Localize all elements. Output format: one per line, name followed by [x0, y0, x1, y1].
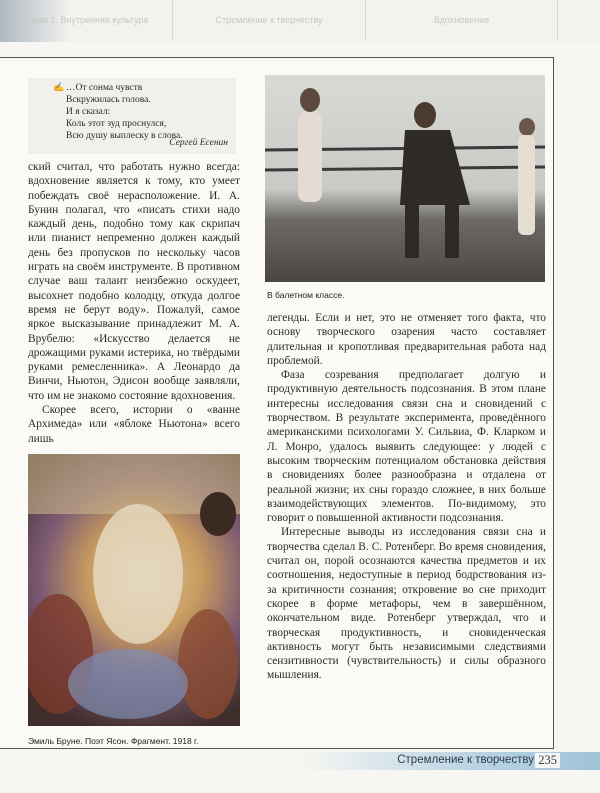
- header-tab-3: Вдохновение: [366, 0, 558, 40]
- epigraph-box: [28, 78, 236, 154]
- ballet-caption: В балетном классе.: [267, 290, 345, 300]
- page-footer: [300, 752, 600, 770]
- running-header: [0, 0, 600, 42]
- right-column-text: [267, 311, 546, 683]
- ballet-photo-illustration: [265, 75, 545, 282]
- paragraph: Фаза созревания предполагает долгую и продуктивную деятельность подсознания. В этом плане интересны исследования связи сна и сновидений с творчеством. В результате эксперимента, проведённого американскими психологами У. Сильвиа, Ф. Кларком и Л. Монро, удалось выявить следующее: у людей с высоким творческим потенциалом обстановка действия в сновидениях более разнообразна и отдалена от реальной жизни; их сны гораздо сложнее, в них больше взаимодействующих элементов. По-видимому, это говорит о повышенной активности подсознания.: [267, 369, 546, 525]
- pen-icon: ✍: [53, 82, 65, 92]
- epigraph-line: …От сонма чувств: [66, 83, 143, 93]
- paragraph: Интересные выводы из исследования связи сна и творчества сделал В. С. Ротенберг. Во время сновидения, считал он, порой осознаются качества предметов и их соотношения, недоступные в период бодрствования из-за критичности сознания; откровение во сне приходит скорее в форме метафоры, чем в завершённом, окончательном виде. Ротенберг утверждал, что и творческая продуктивность, и сновиденческая активность могут быть независимыми следствиями сензитивности (чувствительность) и силы образного мышления.: [267, 526, 546, 682]
- ballet-class-photo: [265, 75, 545, 282]
- paragraph: ский считал, что работать нужно всегда: вдохновение является к тому, кто умеет побеждать своё нерасположение. И. А. Бунин полагал, что «писать стихи надо каждый день, подобно тому как скрипач или пианист непременно должен каждый день без пропусков по нескольку часов играть на своём инструменте. В противном случае ваш талант неизбежно оскудеет, высохнет подобно колодцу, откуда долгое время не берут воду». Пожалуй, самое яркое высказывание принадлежит М. А. Врубелю: «Искусство делается не дрожащими руками истерика, но твёрдыми руками ремесленника». А Леонардо да Винчи, Ньютон, Эдисон вообще заявляли, что им не знакомо состояние вдохновения.: [28, 161, 240, 402]
- painting-caption: Эмиль Бруне. Поэт Ясон. Фрагмент. 1918 г.: [28, 735, 199, 746]
- left-column-text: [28, 160, 240, 446]
- epigraph-line: Всю душу выплеску в слова.: [66, 131, 183, 141]
- epigraph-author: Сергей Есенин: [169, 138, 228, 148]
- epigraph-line: И я сказал:: [66, 107, 111, 117]
- epigraph-lines: [66, 82, 183, 142]
- epigraph-line: Вскружилась голова.: [66, 95, 151, 105]
- page-number: 235: [535, 753, 560, 768]
- footer-section-title: Стремление к творчеству: [397, 754, 534, 766]
- painting-poet-jason: [28, 454, 240, 726]
- left-column: [28, 160, 240, 746]
- paragraph: легенды. Если и нет, это не отменяет того факта, что основу творческого озарения часто составляет длительная и кропотливая предварительная работа над проблемой.: [267, 312, 546, 367]
- header-tab-2: Стремление к творчеству: [173, 0, 366, 40]
- paragraph: Скорее всего, истории о «ванне Архимеда» или «яблоке Ньютона» всего лишь: [28, 404, 240, 445]
- epigraph-line: Коль этот зуд проснулся,: [66, 119, 167, 129]
- painting-illustration: [28, 454, 240, 726]
- header-tab-1: Глава 1. Внутренняя культура: [0, 0, 173, 40]
